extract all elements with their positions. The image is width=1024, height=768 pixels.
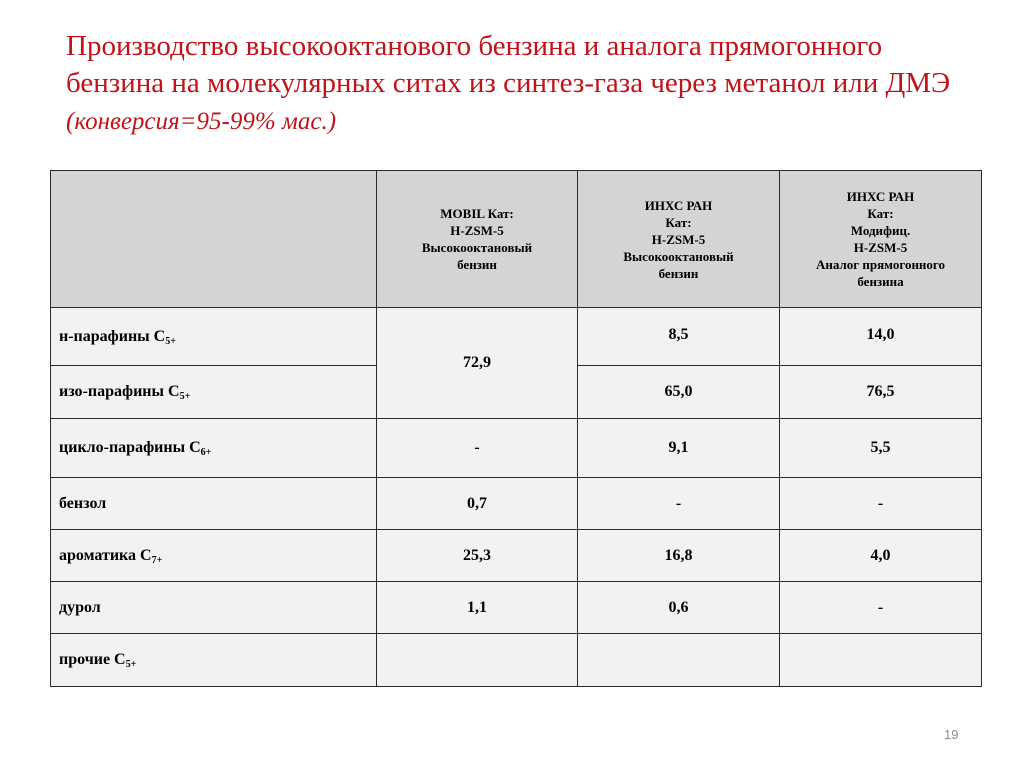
value-cell: 76,5 xyxy=(780,366,982,419)
value-cell: 1,1 xyxy=(377,582,578,634)
value-cell: 16,8 xyxy=(578,530,780,582)
value-cell: 65,0 xyxy=(578,366,780,419)
value-cell-merged: 72,9 xyxy=(377,308,578,419)
row-label: прочие $С_{5+}$ xyxy=(51,634,377,687)
value-cell: 5,5 xyxy=(780,419,982,478)
value-cell: 0,6 xyxy=(578,582,780,634)
row-label: ароматика $С_{7+}$ xyxy=(51,530,377,582)
value-cell: - xyxy=(578,478,780,530)
header-empty-cell xyxy=(51,171,377,308)
composition-table xyxy=(50,170,982,687)
row-label: изо-парафины $С_{5+}$ xyxy=(51,366,377,419)
header-inhs-2: ИНХС РАН Кат: Модифиц. H-ZSM-5 Аналог прямогонного бензина xyxy=(780,171,982,308)
value-cell xyxy=(377,634,578,687)
header-row xyxy=(51,171,982,308)
value-cell: - xyxy=(377,419,578,478)
title-main: Производство высокооктанового бензина и аналога прямогонного бензина на молекулярных ситах из синтез-газа через метанол или ДМЭ xyxy=(66,30,951,99)
value-cell: - xyxy=(780,478,982,530)
value-cell xyxy=(578,634,780,687)
row-label: цикло-парафины $С_{6+}$ xyxy=(51,419,377,478)
title-note: (конверсия=95-99% мас.) xyxy=(66,108,337,135)
value-cell: 0,7 xyxy=(377,478,578,530)
table-row xyxy=(51,308,982,366)
value-cell: 4,0 xyxy=(780,530,982,582)
row-label: дурол xyxy=(51,582,377,634)
row-label: н-парафины $С_{5+}$ xyxy=(51,308,377,366)
table-row xyxy=(51,634,982,687)
table-row xyxy=(51,582,982,634)
table-row xyxy=(51,478,982,530)
page-number: 19 xyxy=(944,727,959,742)
header-inhs-1: ИНХС РАН Кат: H-ZSM-5 Высокооктановый бензин xyxy=(578,171,780,308)
slide-title xyxy=(66,28,986,140)
value-cell xyxy=(780,634,982,687)
row-label: бензол xyxy=(51,478,377,530)
value-cell: 9,1 xyxy=(578,419,780,478)
table-row xyxy=(51,419,982,478)
value-cell: 14,0 xyxy=(780,308,982,366)
table-row xyxy=(51,530,982,582)
value-cell: - xyxy=(780,582,982,634)
value-cell: 8,5 xyxy=(578,308,780,366)
header-mobil: MOBIL Кат: H-ZSM-5 Высокооктановый бензин xyxy=(377,171,578,308)
value-cell: 25,3 xyxy=(377,530,578,582)
